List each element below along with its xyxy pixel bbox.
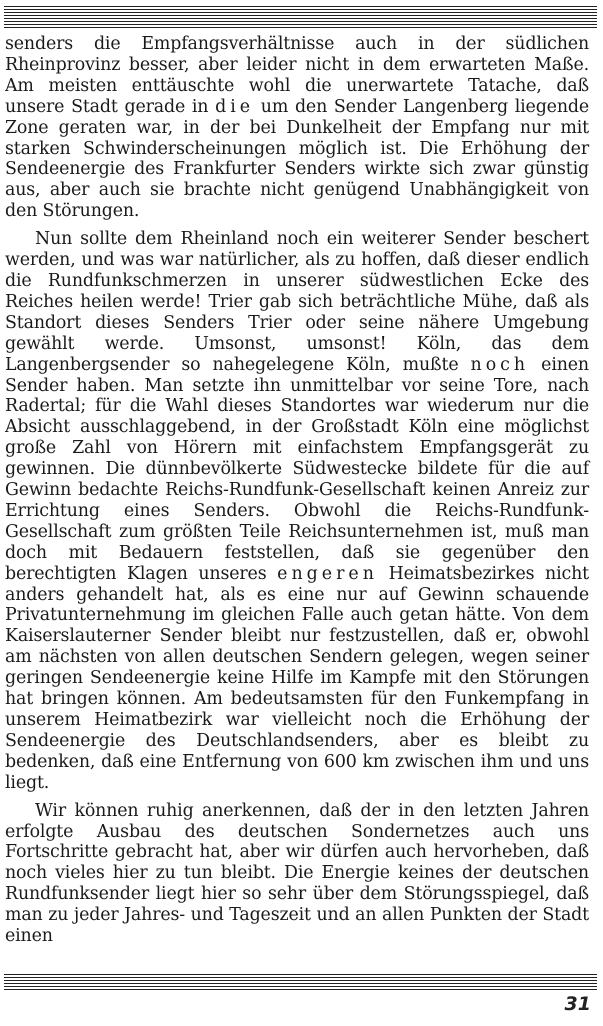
bottom-decorative-rule xyxy=(4,974,597,990)
emphasized-word: die xyxy=(215,96,255,117)
text-run: einen Sender haben. Man setzte ihn unmittelbar vor seine Tore, nach Radertal; für die Wahl dieses Standortes war wiederum nur die Absicht ausschlaggebend, in der Großstadt Köln eine möglichst große Zahl von Hörern mit einfachstem Empfangsgerät zu gewinnen. Die dünnbevölkerte Südwestecke bildete für die auf Gewinn bedachte Reichs-Rundfunk-Gesellschaft keinen Anreiz zur Errichtung eines Senders. Obwohl die Reichs-Rundfunk-Gesellschaft zum größten Teile Reichsunternehmen ist, muß man doch mit Bedauern feststellen, daß sie gegenüber den berechtigten Klagen unseres xyxy=(5,354,589,584)
text-run: um den Sender Langenberg liegende Zone geraten war, in der bei Dunkelheit der Empfang nur mit starken Schwinderscheinungen möglich ist. Die Erhöhung der Sendeenergie des Frankfurter Senders wirkte sich zwar günstig aus, aber auch sie brachte nicht genügend Unabhängigkeit von den Störungen. xyxy=(5,96,589,222)
paragraph xyxy=(5,801,589,947)
paragraph xyxy=(5,34,589,222)
body-text xyxy=(5,34,589,954)
text-run: Nun sollte dem Rheinland noch ein weiterer Sender beschert werden, und was war natürlicher, als zu hoffen, daß dieser endlich die Rundfunkschmerzen in unserer südwestlichen Ecke des Reiches heilen werde! Trier gab sich beträchtliche Mühe, daß als Standort dieses Senders Trier oder seine nähere Umgebung gewählt werde. Umsonst, umsonst! Köln, das dem Langenbergsender so nahegelegene Köln, mußte xyxy=(5,229,589,375)
text-run: Wir können ruhig anerkennen, daß der in den letzten Jahren erfolgte Ausbau des deutschen Sondernetzes auch uns Fortschritte gebracht hat, aber wir dürfen auch hervorheben, daß noch vieles hier zu tun bleibt. Die Energie keines der deutschen Rundfunksender liegt hier so sehr über dem Störungsspiegel, daß man zu jeder Jahres- und Tageszeit und an allen Punkten der Stadt einen xyxy=(5,800,589,947)
paragraph xyxy=(5,229,589,793)
page-number: 31 xyxy=(564,993,591,1015)
top-decorative-rule xyxy=(4,6,597,30)
text-run: senders die Empfangsverhältnisse auch in der südlichen Rheinprovinz besser, aber leider nicht in dem erwarteten Maße. Am meisten enttäuschte wohl die unerwartete Tatache, daß unsere Stadt gerade in xyxy=(5,34,589,117)
emphasized-word: engeren xyxy=(277,563,378,584)
emphasized-word: noch xyxy=(470,354,530,375)
text-run: Heimatsbezirkes nicht anders gehandelt hat, als es eine nur auf Gewinn schauende Privatunternehmung im gleichen Falle auch getan hätte. Von dem Kaiserslauterner Sender bleibt nur festzustellen, daß er, obwohl am nächsten von allen deutschen Sendern gelegen, wegen seiner geringen Sendeenergie keine Hilfe im Kampfe mit den Störungen hat bringen können. Am bedeutsamsten für den Funkempfang in unserem Heimatbezirk war vielleicht noch die Erhöhung der Sendeenergie des Deutschlandsenders, aber es bleibt zu bedenken, daß eine Entfernung von 600 km zwischen ihm und uns liegt. xyxy=(5,563,589,793)
